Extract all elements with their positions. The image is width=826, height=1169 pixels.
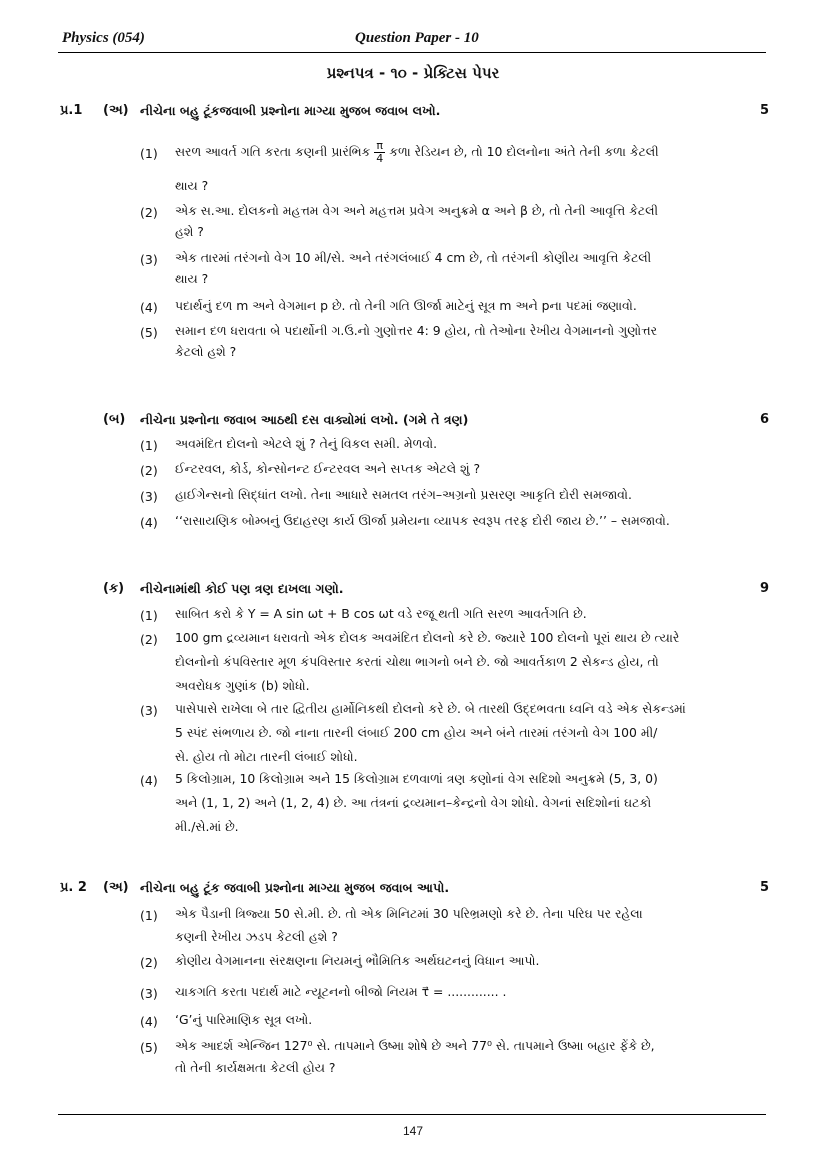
q1b-item-3-line1: હાઈગેન્સનો સિદ્ધાંત લખો. તેના આધારે સમતલ તરંગ–અગ્રનો પ્રસરણ આકૃતિ દોરી સમજાવો.	[175, 487, 632, 502]
q1c-item-1-number: (1)	[140, 608, 158, 623]
q1c-item-4-number: (4)	[140, 773, 158, 788]
q1c-item-3-line3: સે. હોય તો મોટા તારની લંબાઈ શોધો.	[175, 749, 358, 764]
q1c-item-3-number: (3)	[140, 703, 158, 718]
q2a-item-4-number: (4)	[140, 1014, 158, 1029]
q1b-marks: 6	[759, 412, 769, 427]
q1a-item-4-number: (4)	[140, 300, 158, 315]
q2a-item-2-line1: કોણીય વેગમાનના સંરક્ષણના નિયમનું ભૌમિતિક અર્થઘટનનું વિધાન આપો.	[175, 953, 540, 968]
q2a-item-5-line2: તો તેની કાર્યક્ષમતા કેટલી હોય ?	[175, 1060, 336, 1075]
q1c-item-1-line1: સાબિત કરો કે Y = A sin ωt + B cos ωt વડે રજૂ થતી ગતિ સરળ આવર્તગતિ છે.	[175, 606, 587, 621]
q1a-item-2-line1: એક સ.આ. દોલકનો મહત્તમ વેગ અને મહત્તમ પ્રવેગ અનુક્રમે α અને β છે, તો તેની આવૃત્તિ કેટલી	[175, 203, 659, 218]
q1b-item-1-number: (1)	[140, 438, 158, 453]
q1a-item-1-number: (1)	[140, 146, 158, 161]
q1c-item-4-line1: 5 કિલોગ્રામ, 10 કિલોગ્રામ અને 15 કિલોગ્રામ દળવાળાં ત્રણ કણોનાં વેગ સદિશો અનુક્રમે (5, 3, 0)	[175, 771, 658, 786]
q1b-item-4-number: (4)	[140, 515, 158, 530]
q2a-tag: (અ)	[103, 880, 129, 895]
q1c-item-3-line2: 5 સ્પંદ સંભળાય છે. જો નાના તારની લંબાઈ 200 cm હોય અને બંને તારમાં તરંગનો વેગ 100 મી/	[175, 725, 658, 740]
q2a-item-1-number: (1)	[140, 908, 158, 923]
q1c-marks: 9	[759, 581, 769, 596]
footer-rule	[58, 1114, 766, 1115]
q1c-item-3-line1: પાસેપાસે રાખેલા બે તાર દ્વિતીય હાર્મોનિકથી દોલનો કરે છે. બે તારથી ઉદ્દભવતા ધ્વનિ વડે એક સેકન્ડમાં	[175, 701, 686, 716]
q2a-marks: 5	[759, 880, 769, 895]
q1a-item-5-number: (5)	[140, 325, 158, 340]
q2a-item-2-number: (2)	[140, 955, 158, 970]
header-rule	[58, 52, 766, 53]
q1b-item-2-line1: ઈન્ટરવલ, કોર્ડ, કોન્સોનન્ટ ઈન્ટરવલ અને સપ્તક એટલે શું ?	[175, 461, 481, 476]
page-title: પ્રશ્નપત્ર - ૧૦ - પ્રેક્ટિસ પેપર	[326, 64, 500, 82]
q1b-item-1-line1: અવમંદિત દોલનો એટલે શું ? તેનું વિકલ સમી. મેળવો.	[175, 436, 438, 451]
q1c-heading: નીચેનામાંથી કોઈ પણ ત્રણ દાખલા ગણો.	[140, 581, 344, 596]
pi-over-4-fraction: $\frac{\pi}{4}$	[376, 139, 384, 165]
q1c-item-4-line2: અને (1, 1, 2) અને (1, 2, 4) છે. આ તંત્રનાં દ્રવ્યમાન–કેન્દ્રનો વેગ શોધો. વેગનાં સદિશોનાં ઘટકો	[175, 795, 652, 810]
q1-label: પ્ર.1	[60, 103, 83, 118]
q1a-item-2-number: (2)	[140, 205, 158, 220]
q1a-item-5-line2: કેટલો હશે ?	[175, 344, 237, 359]
q1b-item-3-number: (3)	[140, 489, 158, 504]
q1b-tag: (બ)	[103, 412, 126, 427]
q1c-item-2-line2: દોલનોનો કંપવિસ્તાર મૂળ કંપવિસ્તાર કરતાં ચોથા ભાગનો બને છે. જો આવર્તકાળ 2 સેકન્ડ હોય, તો	[175, 654, 659, 669]
q1a-tag: (અ)	[103, 103, 129, 118]
q2a-item-3-number: (3)	[140, 986, 158, 1001]
paper-header: Question Paper - 10	[355, 30, 479, 46]
q2a-item-4-line1: ‘G’નું પારિમાણિક સૂત્ર લખો.	[175, 1012, 313, 1027]
page-number: 147	[402, 1124, 424, 1138]
q2-label: પ્ર. 2	[60, 880, 87, 895]
q1b-item-4-line1: ‘‘રાસાયણિક બોમ્બનું ઉદાહરણ કાર્ય ઊર્જા પ્રમેયના વ્યાપક સ્વરૂપ તરફ દોરી જાય છે.’’ – સમજાવો.	[175, 513, 670, 528]
q1c-item-2-line3: અવરોધક ગુણાંક (b) શોધો.	[175, 678, 310, 693]
q1a-marks: 5	[759, 103, 769, 118]
q1b-heading: નીચેના પ્રશ્નોના જવાબ આઠથી દસ વાક્યોમાં લખો. (ગમે તે ત્રણ)	[140, 412, 469, 427]
q1a-heading: નીચેના બહુ ટૂંકજવાબી પ્રશ્નોના માગ્યા મુજબ જવાબ લખો.	[140, 103, 441, 118]
q2a-item-3-line1: ચાકગતિ કરતા પદાર્થ માટે ન્યૂટનનો બીજો નિયમ τ⃗ = ............. .	[175, 984, 507, 999]
q1a-item-1-line2: થાય ?	[175, 178, 209, 193]
q2a-item-1-line1: એક પૈડાની ત્રિજ્યા 50 સે.મી. છે. તો એક મિનિટમાં 30 પરિભ્રમણો કરે છે. તેના પરિઘ પર રહેલા	[175, 906, 643, 921]
q1c-tag: (ક)	[103, 581, 125, 596]
q1c-item-2-number: (2)	[140, 632, 158, 647]
q2a-item-1-line2: કણની રેખીય ઝડપ કેટલી હશે ?	[175, 929, 338, 944]
q1a-item-1-line1: સરળ આવર્ત ગતિ કરતા કણની પ્રારંભિક $\frac{\pi}{4}$ કળા રેડિયન છે, તો 10 દોલનોના અંતે તેની કળા કેટલી	[175, 139, 659, 165]
q1c-item-2-line1: 100 gm દ્રવ્યમાન ધરાવતો એક દોલક અવમંદિત દોલનો કરે છે. જ્યારે 100 દોલનો પૂરાં થાય છે ત્યારે	[175, 630, 680, 645]
q1a-item-3-line1: એક તારમાં તરંગનો વેગ 10 મી/સે. અને તરંગલંબાઈ 4 cm છે, તો તરંગની કોણીય આવૃત્તિ કેટલી	[175, 250, 652, 265]
q1a-item-3-number: (3)	[140, 252, 158, 267]
q1a-item-3-line2: થાય ?	[175, 271, 209, 286]
q1a-item-4-line1: પદાર્થનું દળ m અને વેગમાન p છે. તો તેની ગતિ ઊર્જા માટેનું સૂત્ર m અને pના પદમાં જણાવો.	[175, 298, 637, 313]
q2a-item-5-line1: એક આદર્શ એન્જિન 127⁰ સે. તાપમાને ઉષ્મા શોષે છે અને 77⁰ સે. તાપમાને ઉષ્મા બહાર ફેંકે છે,	[175, 1038, 655, 1053]
q2a-item-5-number: (5)	[140, 1040, 158, 1055]
q1b-item-2-number: (2)	[140, 463, 158, 478]
q1a-item-5-line1: સમાન દળ ધરાવતા બે પદાર્થોની ગ.ઉ.નો ગુણોત્તર 4: 9 હોય, તો તેઓના રેખીય વેગમાનનો ગુણોત્તર	[175, 323, 657, 338]
subject-header: Physics (054)	[62, 30, 145, 46]
q1c-item-4-line3: મી./સે.માં છે.	[175, 819, 239, 834]
q2a-heading: નીચેના બહુ ટૂંક જવાબી પ્રશ્નોના માગ્યા મુજબ જવાબ આપો.	[140, 880, 450, 895]
q1a-item-2-line2: હશે ?	[175, 224, 204, 239]
